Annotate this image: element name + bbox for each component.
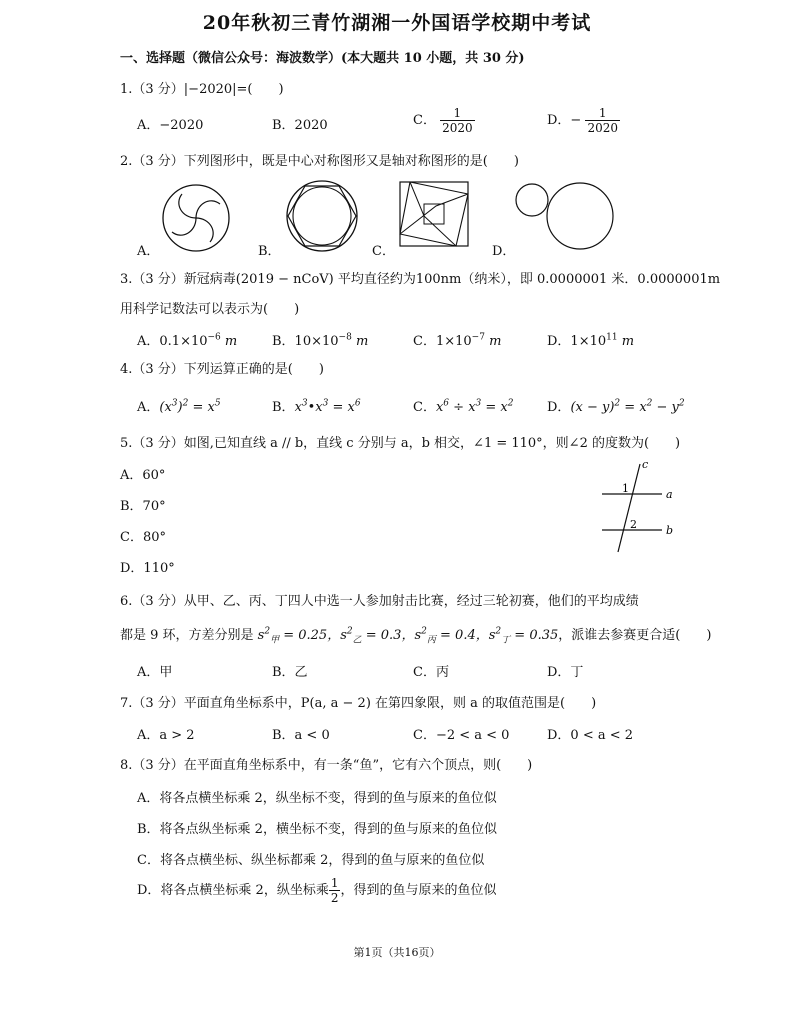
q7-option-d[interactable]: D．0 < a < 2 xyxy=(547,728,634,743)
q3-b-exponent: −8 xyxy=(338,332,352,343)
q7-option-b[interactable]: B．a < 0 xyxy=(272,728,330,743)
q8-d-start: D．将各点横坐标乘 2，纵坐标乘 xyxy=(137,883,329,898)
q1-option-c-label: C． xyxy=(413,113,436,128)
label-a: a xyxy=(666,488,673,501)
q4-d-label: D． xyxy=(547,400,571,415)
q2-figure-a-pinwheel xyxy=(160,182,232,254)
q4-option-b[interactable] xyxy=(272,396,361,415)
q6-option-b[interactable]: B．乙 xyxy=(272,665,308,680)
q1-c-numerator: 1 xyxy=(440,106,475,121)
q3-d-exponent: 11 xyxy=(606,332,618,343)
label-b: b xyxy=(666,524,674,537)
label-c: c xyxy=(642,458,649,471)
q8-option-b[interactable]: B．将各点纵坐标乘 2，横坐标不变，得到的鱼与原来的鱼位似 xyxy=(137,822,497,837)
q1-option-d-label: D．− xyxy=(547,113,582,128)
q3-option-b[interactable] xyxy=(272,330,368,349)
q3-a-exponent: −6 xyxy=(207,332,221,343)
q4-b-formula: $x^3•x^3 = x^6$ xyxy=(294,398,361,415)
q8-option-d[interactable] xyxy=(137,876,496,905)
q3-stem-line2: 用科学记数法可以表示为( ) xyxy=(120,302,300,317)
q6-stem-line2 xyxy=(120,624,711,646)
q6-option-a[interactable]: A．甲 xyxy=(137,665,173,680)
q1-option-d-fraction xyxy=(585,106,620,135)
q2-stem: 2.（3 分）下列图形中，既是中心对称图形又是轴对称图形的是( ) xyxy=(120,154,519,169)
q2-option-a[interactable]: A． xyxy=(137,244,160,259)
q5-option-b[interactable]: B．70° xyxy=(120,499,166,514)
q4-option-c[interactable] xyxy=(413,396,514,415)
q8-d-denominator: 2 xyxy=(330,891,339,905)
q1-option-d[interactable] xyxy=(547,106,620,135)
line-c xyxy=(618,464,640,552)
q2-figure-c-square-pattern xyxy=(396,178,474,250)
q1-d-numerator: 1 xyxy=(585,106,620,121)
q5-option-c[interactable]: C．80° xyxy=(120,530,166,545)
q3-option-d[interactable] xyxy=(547,330,634,349)
q1-option-c[interactable] xyxy=(413,106,475,135)
q3-a-base: A．0.1×10 xyxy=(137,334,208,349)
q3-a-unit: m xyxy=(220,334,238,349)
q8-d-fraction xyxy=(329,876,341,905)
q8-d-numerator: 1 xyxy=(330,876,339,890)
q4-c-formula: $x^6 \div x^3 = x^2$ xyxy=(435,398,514,415)
q4-option-d[interactable] xyxy=(547,396,685,415)
q1-option-b[interactable]: B．2020 xyxy=(272,118,328,133)
q8-stem: 8.（3 分）在平面直角坐标系中，有一条“鱼”，它有六个顶点，则( ) xyxy=(120,758,533,773)
q4-a-formula: $(x^3)^2 = x^5$ xyxy=(159,398,221,415)
q3-c-exponent: −7 xyxy=(471,332,485,343)
q1-option-a[interactable]: A．−2020 xyxy=(137,118,204,133)
q8-d-end: ，得到的鱼与原来的鱼位似 xyxy=(340,883,497,898)
q4-d-formula: $(x - y)^2 = x^2 - y^2$ xyxy=(570,398,685,415)
exam-title: 20年秋初三青竹湖湘一外国语学校期中考试 xyxy=(202,12,592,34)
q1-d-denominator: 2020 xyxy=(587,121,619,135)
q3-d-base: D．1×10 xyxy=(547,334,607,349)
q3-d-unit: m xyxy=(617,334,635,349)
q7-option-c[interactable]: C．−2 < a < 0 xyxy=(413,728,510,743)
q3-b-base: B．10×10 xyxy=(272,334,339,349)
q2-figure-b-hexagon-in-circle xyxy=(284,178,360,254)
section-heading: 一、选择题（微信公众号：海波数学）(本大题共 10 小题，共 30 分) xyxy=(120,51,525,66)
q5-stem: 5.（3 分）如图,已知直线 a // b，直线 c 分别与 a，b 相交，∠1 = 110°，则∠2 的度数为( ) xyxy=(120,436,681,451)
q3-stem-line1: 3.（3 分）新冠病毒(2019 − nCoV) 平均直径约为100nm（纳米），即 0.0000001 米．0.0000001m xyxy=(120,272,721,287)
q5-option-d[interactable]: D．110° xyxy=(120,561,175,576)
q6-option-d[interactable]: D．丁 xyxy=(547,665,584,680)
page-footer: 第1页（共16页） xyxy=(353,946,441,959)
q4-b-label: B． xyxy=(272,400,295,415)
q4-option-a[interactable] xyxy=(137,396,221,415)
q8-option-a[interactable]: A．将各点横坐标乘 2，纵坐标不变，得到的鱼与原来的鱼位似 xyxy=(137,791,497,806)
q1-option-c-fraction xyxy=(440,106,475,135)
q3-b-unit: m xyxy=(351,334,369,349)
label-angle-2: 2 xyxy=(630,518,637,531)
q2-option-c[interactable]: C． xyxy=(372,244,395,259)
q4-a-label: A． xyxy=(137,400,160,415)
q3-c-unit: m xyxy=(484,334,502,349)
q4-c-label: C． xyxy=(413,400,436,415)
q2-option-d[interactable]: D． xyxy=(492,244,516,259)
q2-option-b[interactable]: B． xyxy=(258,244,281,259)
q1-stem: 1.（3 分）|−2020|=( ) xyxy=(120,82,284,97)
q3-c-base: C．1×10 xyxy=(413,334,472,349)
label-angle-1: 1 xyxy=(622,482,629,495)
q5-option-a[interactable]: A．60° xyxy=(120,468,166,483)
q5-parallel-lines-figure xyxy=(594,458,684,554)
q6-stem-line1: 6.（3 分）从甲、乙、丙、丁四人中选一人参加射击比赛，经过三轮初赛，他们的平均成绩 xyxy=(120,594,639,609)
q7-stem: 7.（3 分）平面直角坐标系中，P(a, a − 2) 在第四象限，则 a 的取值范围是( ) xyxy=(120,696,597,711)
q3-option-a[interactable] xyxy=(137,330,237,349)
q2-figure-d-two-circles xyxy=(510,176,620,256)
q6-line2-start: 都是 9 环，方差分别是 xyxy=(120,628,258,643)
q6-option-c[interactable]: C．丙 xyxy=(413,665,449,680)
q1-c-denominator: 2020 xyxy=(442,121,473,135)
q6-line2-end: ，派谁去参赛更合适( ) xyxy=(558,628,712,643)
q4-stem: 4.（3 分）下列运算正确的是( ) xyxy=(120,362,324,377)
q6-variance-values: $s^2_甲 = 0.25$，$s^2_乙 = 0.3$，$s^2_丙 = 0.4$，$s^2_丁 = 0.35$ xyxy=(257,626,559,646)
q3-option-c[interactable] xyxy=(413,330,501,349)
q7-option-a[interactable]: A．a > 2 xyxy=(137,728,195,743)
q8-option-c[interactable]: C．将各点横坐标、纵坐标都乘 2，得到的鱼与原来的鱼位似 xyxy=(137,853,485,868)
